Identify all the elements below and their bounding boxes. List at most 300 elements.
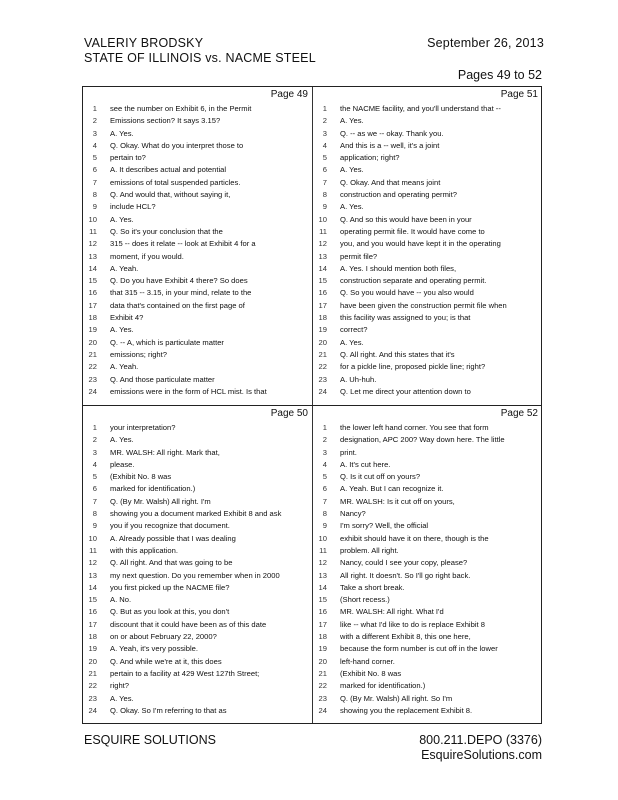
line-number: 21	[88, 349, 97, 359]
line-text: operating permit file. It would have come to	[340, 226, 485, 236]
page-title: Page 50	[270, 408, 308, 419]
line-number: 14	[88, 582, 97, 592]
line-number: 3	[322, 128, 327, 138]
footer-contact	[419, 733, 542, 763]
line-number: 5	[322, 472, 327, 482]
transcript-line	[83, 251, 312, 263]
transcript-line	[313, 275, 542, 287]
line-text: Q. Okay. So I'm referring to that as	[110, 705, 227, 715]
line-number: 7	[92, 177, 97, 187]
line-text: A. Yes.	[110, 128, 134, 138]
witness-name: VALERIY BRODSKY	[84, 36, 204, 50]
line-text: Q. And so this would have been in your	[340, 214, 472, 224]
transcript-lines	[83, 103, 312, 398]
transcript-line	[83, 447, 312, 459]
transcript-line	[83, 459, 312, 471]
transcript-line	[83, 631, 312, 643]
line-number: 11	[319, 226, 327, 236]
line-number: 17	[318, 619, 327, 629]
transcript-line	[83, 508, 312, 520]
line-text: A. Yes.	[110, 214, 134, 224]
line-number: 4	[322, 140, 327, 150]
line-number: 5	[322, 153, 327, 163]
line-number: 22	[318, 362, 327, 372]
line-number: 7	[322, 496, 327, 506]
line-text: pertain to a facility at 429 West 127th Street;	[110, 668, 260, 678]
line-text: Q. So you would have -- you also would	[340, 288, 474, 298]
transcript-line	[313, 201, 542, 213]
line-text: Q. (By Mr. Walsh) All right. I'm	[110, 496, 211, 506]
line-text: your interpretation?	[110, 423, 176, 432]
transcript-line	[313, 251, 542, 263]
line-number: 8	[322, 190, 327, 200]
transcript-line	[313, 434, 542, 446]
line-text: MR. WALSH: All right. What I'd	[340, 607, 444, 617]
transcript-line	[313, 312, 542, 324]
line-text: MR. WALSH: All right. Mark that,	[110, 447, 220, 457]
line-text: because the form number is cut off in the lower	[340, 644, 498, 654]
transcript-line	[313, 128, 542, 140]
line-number: 16	[318, 607, 327, 617]
line-text: A. Yes.	[340, 337, 364, 347]
line-text: Q. And would that, without saying it,	[110, 190, 231, 200]
line-text: for a pickle line, proposed pickle line; right?	[340, 362, 486, 372]
transcript-line	[313, 349, 542, 361]
line-text: you, and you would have kept it in the operating	[340, 239, 501, 249]
line-text: with this application.	[110, 545, 178, 555]
line-text: left-hand corner.	[340, 656, 395, 666]
line-number: 19	[318, 644, 327, 654]
line-number: 13	[88, 570, 97, 580]
line-number: 6	[92, 484, 97, 494]
line-text: that 315 -- 3.15, in your mind, relate to the	[110, 288, 252, 298]
line-number: 21	[88, 668, 97, 678]
line-text: Emissions section? It says 3.15?	[110, 116, 221, 126]
line-number: 22	[88, 681, 97, 691]
line-text: Q. Okay. And that means joint	[340, 177, 441, 187]
line-text: Q. -- A, which is particulate matter	[110, 337, 224, 347]
transcript-line	[313, 263, 542, 275]
transcript-line	[83, 557, 312, 569]
transcript-line	[83, 545, 312, 557]
line-number: 6	[322, 165, 327, 175]
transcript-line	[313, 631, 542, 643]
transcript-line	[83, 115, 312, 127]
line-text: And this is a -- well, it's a joint	[340, 140, 440, 150]
line-text: you if you recognize that document.	[110, 521, 230, 531]
transcript-line	[313, 177, 542, 189]
transcript-line	[83, 189, 312, 201]
transcript-line	[313, 238, 542, 250]
line-text: A. Uh-huh.	[340, 374, 377, 384]
transcript-line	[83, 705, 312, 717]
transcript-line	[313, 287, 542, 299]
transcript-line	[83, 434, 312, 446]
line-number: 1	[92, 423, 97, 432]
transcript-line	[83, 668, 312, 680]
transcript-line	[83, 164, 312, 176]
line-number: 11	[89, 226, 97, 236]
transcript-line	[83, 300, 312, 312]
line-number: 23	[88, 693, 97, 703]
line-text: Q. And while we're at it, this does	[110, 656, 222, 666]
line-number: 17	[318, 300, 327, 310]
line-number: 2	[322, 116, 327, 126]
line-text: designation, APC 200? Way down here. The little	[340, 435, 505, 445]
transcript-line	[83, 520, 312, 532]
line-number: 22	[318, 681, 327, 691]
line-text: emissions of total suspended particles.	[110, 177, 241, 187]
line-text: A. Yes.	[340, 165, 364, 175]
page-title: Page 49	[270, 89, 308, 100]
line-text: showing you a document marked Exhibit 8 and ask	[110, 509, 282, 519]
line-number: 24	[88, 386, 97, 396]
line-number: 18	[88, 313, 97, 323]
line-number: 8	[322, 509, 327, 519]
transcript-line	[83, 152, 312, 164]
line-number: 16	[318, 288, 327, 298]
line-number: 10	[318, 214, 327, 224]
line-number: 1	[322, 423, 327, 432]
line-text: marked for identification.)	[340, 681, 426, 691]
line-text: A. Yes. I should mention both files,	[340, 263, 457, 273]
line-number: 16	[88, 607, 97, 617]
line-text: Take a short break.	[340, 582, 405, 592]
transcript-line	[313, 668, 542, 680]
line-text: exhibit should have it on there, though is the	[340, 533, 489, 543]
case-title: STATE OF ILLINOIS vs. NACME STEEL	[84, 51, 316, 65]
line-text: moment, if you would.	[110, 251, 184, 261]
transcript-line	[83, 582, 312, 594]
line-number: 14	[318, 582, 327, 592]
line-text: A. Yes.	[340, 116, 364, 126]
line-text: application; right?	[340, 153, 400, 163]
transcript-line	[83, 386, 312, 398]
line-text: print.	[340, 447, 357, 457]
line-number: 11	[319, 545, 327, 555]
line-text: the lower left hand corner. You see that form	[340, 423, 489, 432]
transcript-line	[313, 214, 542, 226]
line-number: 10	[88, 533, 97, 543]
line-text: emissions; right?	[110, 349, 167, 359]
line-text: MR. WALSH: Is it cut off on yours,	[340, 496, 455, 506]
line-number: 8	[92, 190, 97, 200]
line-number: 21	[318, 668, 327, 678]
transcript-line	[313, 656, 542, 668]
line-number: 19	[88, 325, 97, 335]
transcript-line	[83, 680, 312, 692]
transcript-line	[83, 177, 312, 189]
line-number: 14	[318, 263, 327, 273]
page-title: Page 51	[500, 89, 538, 100]
transcript-line	[313, 680, 542, 692]
transcript-line	[83, 201, 312, 213]
transcript-page	[313, 406, 542, 724]
transcript-line	[83, 312, 312, 324]
line-text: Q. All right. And that was going to be	[110, 558, 233, 568]
line-number: 23	[318, 693, 327, 703]
line-text: (Short recess.)	[340, 595, 390, 605]
line-text: All right. It doesn't. So I'll go right back.	[340, 570, 471, 580]
line-text: (Exhibit No. 8 was	[110, 472, 172, 482]
line-text: A. Yeah.	[110, 362, 139, 372]
line-text: emissions were in the form of HCL mist. Is that	[110, 386, 267, 396]
transcript-line	[83, 471, 312, 483]
line-text: Q. (By Mr. Walsh) All right. So I'm	[340, 693, 453, 703]
line-text: A. It describes actual and potential	[110, 165, 227, 175]
line-number: 2	[322, 435, 327, 445]
line-text: A. Yes.	[110, 325, 134, 335]
transcript-line	[313, 324, 542, 336]
document-header	[84, 36, 316, 66]
transcript-line	[83, 643, 312, 655]
line-number: 8	[92, 509, 97, 519]
line-text: Q. So it's your conclusion that the	[110, 226, 223, 236]
line-number: 1	[92, 104, 97, 113]
line-number: 23	[88, 374, 97, 384]
line-text: include HCL?	[110, 202, 156, 212]
line-number: 21	[318, 349, 327, 359]
line-text: I'm sorry? Well, the official	[340, 521, 429, 531]
line-number: 2	[92, 116, 97, 126]
line-text: (Exhibit No. 8 was	[340, 668, 402, 678]
transcript-line	[83, 483, 312, 495]
transcript-line	[313, 606, 542, 618]
line-number: 12	[318, 239, 327, 249]
transcript-line	[313, 300, 542, 312]
line-number: 12	[88, 558, 97, 568]
transcript-line	[313, 115, 542, 127]
line-text: marked for identification.)	[110, 484, 196, 494]
line-number: 17	[88, 300, 97, 310]
line-number: 9	[322, 202, 327, 212]
line-number: 17	[88, 619, 97, 629]
transcript-line	[83, 128, 312, 140]
line-number: 2	[92, 435, 97, 445]
line-number: 3	[92, 447, 97, 457]
transcript-line	[83, 238, 312, 250]
line-text: 315 -- does it relate -- look at Exhibit 4 for a	[110, 239, 256, 249]
transcript-line	[83, 226, 312, 238]
transcript-line	[83, 594, 312, 606]
page-title: Page 52	[500, 408, 538, 419]
line-number: 24	[318, 386, 327, 396]
line-number: 15	[318, 595, 327, 605]
transcript-line	[313, 140, 542, 152]
transcript-line	[313, 337, 542, 349]
line-text: A. Yes.	[340, 202, 364, 212]
transcript-line	[83, 275, 312, 287]
line-text: right?	[110, 681, 129, 691]
line-text: Q. All right. And this states that it's	[340, 349, 455, 359]
line-text: you first picked up the NACME file?	[110, 582, 230, 592]
line-text: see the number on Exhibit 6, in the Permit	[110, 104, 252, 113]
line-text: showing you the replacement Exhibit 8.	[340, 705, 473, 715]
line-text: the NACME facility, and you'll understand that --	[340, 104, 501, 113]
line-number: 22	[88, 362, 97, 372]
transcript-line	[313, 693, 542, 705]
line-number: 6	[322, 484, 327, 494]
footer-website[interactable]: EsquireSolutions.com	[421, 748, 542, 762]
line-text: Exhibit 4?	[110, 313, 144, 323]
line-text: pertain to?	[110, 153, 146, 163]
transcript-line	[83, 496, 312, 508]
transcript-line	[83, 533, 312, 545]
transcript-line	[83, 324, 312, 336]
line-text: problem. All right.	[340, 545, 399, 555]
line-number: 24	[88, 705, 97, 715]
line-number: 18	[88, 632, 97, 642]
line-number: 7	[322, 177, 327, 187]
line-number: 19	[318, 325, 327, 335]
transcript-line	[83, 422, 312, 434]
line-text: Q. Do you have Exhibit 4 there? So does	[110, 276, 248, 286]
line-text: Q. Okay. What do you interpret those to	[110, 140, 244, 150]
line-text: on or about February 22, 2000?	[110, 632, 217, 642]
line-number: 10	[88, 214, 97, 224]
line-number: 12	[88, 239, 97, 249]
line-number: 20	[88, 337, 97, 347]
transcript-line	[313, 705, 542, 717]
transcript-line	[313, 189, 542, 201]
line-number: 13	[318, 570, 327, 580]
transcript-line	[313, 483, 542, 495]
line-text: my next question. Do you remember when in 2000	[110, 570, 280, 580]
line-number: 14	[88, 263, 97, 273]
line-number: 9	[322, 521, 327, 531]
line-number: 9	[92, 521, 97, 531]
line-number: 5	[92, 472, 97, 482]
line-number: 19	[88, 644, 97, 654]
transcript-line	[313, 386, 542, 398]
transcript-page	[83, 87, 312, 405]
line-number: 4	[92, 459, 97, 469]
line-text: Q. -- as we -- okay. Thank you.	[340, 128, 444, 138]
transcript-line	[313, 422, 542, 434]
line-number: 12	[318, 558, 327, 568]
transcript-line	[313, 520, 542, 532]
pages-range: Pages 49 to 52	[457, 68, 542, 82]
line-number: 24	[318, 705, 327, 715]
transcript-lines	[313, 103, 542, 398]
transcript-line	[313, 226, 542, 238]
line-text: have been given the construction permit file when	[340, 300, 507, 310]
line-text: A. Yes.	[110, 435, 134, 445]
line-number: 16	[88, 288, 97, 298]
line-text: permit file?	[340, 251, 378, 261]
transcript-line	[313, 582, 542, 594]
transcript-line	[83, 214, 312, 226]
line-text: please.	[110, 459, 135, 469]
line-text: A. No.	[110, 595, 132, 605]
transcript-grid	[82, 86, 542, 724]
transcript-line	[313, 152, 542, 164]
transcript-line	[83, 263, 312, 275]
transcript-line	[313, 496, 542, 508]
transcript-line	[313, 447, 542, 459]
transcript-line	[313, 643, 542, 655]
transcript-page	[83, 406, 312, 724]
line-text: A. Yeah, it's very possible.	[110, 644, 198, 654]
line-number: 3	[92, 128, 97, 138]
line-text: construction separate and operating permit.	[340, 276, 487, 286]
line-text: Q. Is it cut off on yours?	[340, 472, 421, 482]
transcript-line	[83, 349, 312, 361]
transcript-line	[313, 459, 542, 471]
transcript-page	[313, 87, 542, 405]
transcript-line	[83, 140, 312, 152]
footer-company: ESQUIRE SOLUTIONS	[84, 733, 216, 747]
transcript-line	[313, 570, 542, 582]
line-number: 6	[92, 165, 97, 175]
line-number: 23	[318, 374, 327, 384]
line-text: Nancy, could I see your copy, please?	[340, 558, 468, 568]
line-text: correct?	[340, 325, 368, 335]
deposition-date: September 26, 2013	[427, 36, 544, 50]
line-text: A. Yeah.	[110, 263, 139, 273]
transcript-line	[83, 693, 312, 705]
line-number: 4	[92, 140, 97, 150]
line-number: 20	[318, 337, 327, 347]
line-number: 7	[92, 496, 97, 506]
line-text: A. Already possible that I was dealing	[110, 533, 236, 543]
line-number: 5	[92, 153, 97, 163]
transcript-line	[83, 337, 312, 349]
line-number: 11	[89, 545, 97, 555]
line-text: construction and operating permit?	[340, 190, 457, 200]
transcript-line	[83, 656, 312, 668]
line-text: like -- what I'd like to do is replace Exhibit 8	[340, 619, 485, 629]
transcript-line	[83, 570, 312, 582]
line-text: with a different Exhibit 8, this one here,	[340, 632, 471, 642]
line-text: this facility was assigned to you; is that	[340, 313, 471, 323]
line-text: Nancy?	[340, 509, 366, 519]
line-number: 13	[318, 251, 327, 261]
line-text: Q. Let me direct your attention down to	[340, 386, 471, 396]
line-number: 9	[92, 202, 97, 212]
line-number: 15	[88, 276, 97, 286]
line-number: 1	[322, 104, 327, 113]
transcript-line	[313, 374, 542, 386]
line-text: Q. And those particulate matter	[110, 374, 215, 384]
transcript-line	[83, 287, 312, 299]
transcript-line	[313, 594, 542, 606]
line-number: 18	[318, 313, 327, 323]
line-text: discount that it could have been as of this date	[110, 619, 267, 629]
line-text: A. Yes.	[110, 693, 134, 703]
line-number: 4	[322, 459, 327, 469]
line-number: 15	[88, 595, 97, 605]
transcript-line	[313, 557, 542, 569]
transcript-line	[313, 508, 542, 520]
line-number: 13	[88, 251, 97, 261]
transcript-lines	[83, 422, 312, 717]
line-text: data that's contained on the first page of	[110, 300, 245, 310]
transcript-line	[313, 619, 542, 631]
transcript-line	[83, 103, 312, 115]
transcript-line	[83, 606, 312, 618]
transcript-line	[83, 361, 312, 373]
line-number: 18	[318, 632, 327, 642]
line-number: 15	[318, 276, 327, 286]
line-number: 20	[318, 656, 327, 666]
transcript-lines	[313, 422, 542, 717]
line-text: Q. But as you look at this, you don't	[110, 607, 230, 617]
line-number: 20	[88, 656, 97, 666]
transcript-line	[313, 103, 542, 115]
transcript-line	[313, 471, 542, 483]
transcript-line	[83, 619, 312, 631]
